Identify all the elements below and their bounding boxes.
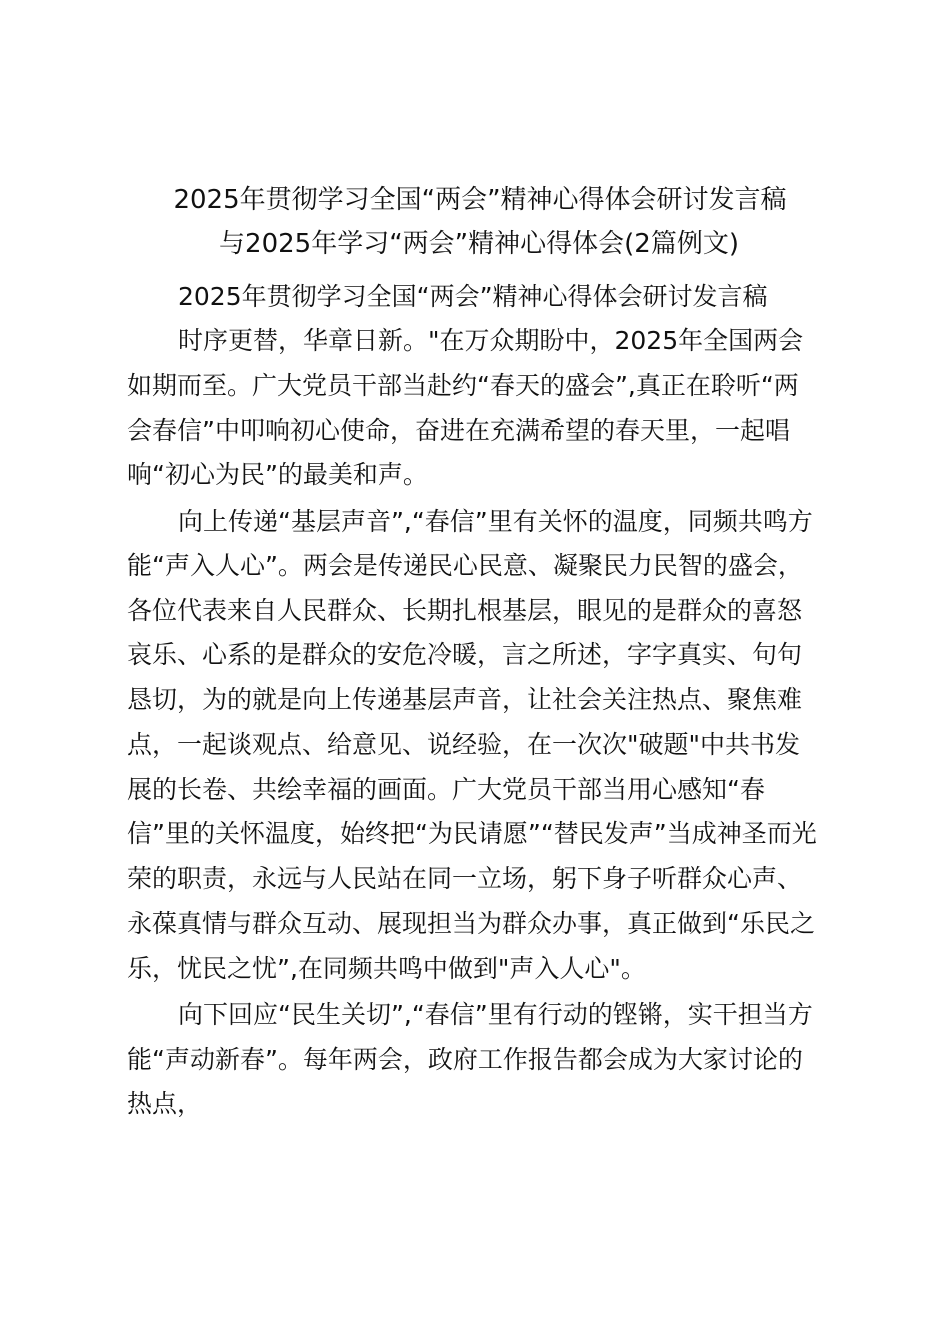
paragraph-2-line-11: 乐，忧民之忧”,在同频共鸣中做到"声入人心"。: [127, 954, 646, 983]
paragraph-1-line-2: 如期而至。广大党员干部当赴约“春天的盛会”,真正在聆听“两: [127, 371, 799, 400]
paragraph-2-line-3: 各位代表来自人民群众、长期扎根基层，眼见的是群众的喜怒: [127, 596, 803, 625]
paragraph-2-line-2: 能“声入人心”。两会是传递民心民意、凝聚民力民智的盛会，: [127, 551, 803, 580]
paragraph-2-line-4: 哀乐、心系的是群众的安危冷暖，言之所述，字字真实、句句: [127, 640, 803, 669]
paragraph-2-line-10: 永葆真情与群众互动、展现担当为群众办事，真正做到“乐民之: [127, 909, 815, 938]
paragraph-2-line-5: 恳切，为的就是向上传递基层声音，让社会关注热点、聚焦难: [127, 685, 803, 714]
paragraph-2-line-6: 点，一起谈观点、给意见、说经验，在一次次"破题"中共书发: [127, 730, 801, 759]
paragraph-2-line-7: 展的长卷、共绘幸福的画面。广大党员干部当用心感知“春: [127, 775, 765, 804]
section-heading: 2025年贯彻学习全国“两会”精神心得体会研讨发言稿: [178, 282, 768, 311]
paragraph-3-line-2: 能“声动新春”。每年两会，政府工作报告都会成为大家讨论的: [127, 1045, 803, 1074]
paragraph-1-line-3: 会春信”中叩响初心使命，奋进在充满希望的春天里，一起唱: [127, 416, 790, 445]
document-title-line-1: 2025年贯彻学习全国“两会”精神心得体会研讨发言稿: [173, 185, 787, 215]
paragraph-3-line-3: 热点，: [127, 1089, 203, 1118]
paragraph-1-line-1: 时序更替，华章日新。"在万众期盼中，2025年全国两会: [178, 326, 804, 355]
paragraph-3-line-1: 向下回应“民生关切”,“春信”里有行动的铿锵，实干担当方: [178, 1000, 813, 1029]
paragraph-1-line-4: 响“初心为民”的最美和声。: [127, 460, 428, 489]
paragraph-2-line-8: 信”里的关怀温度，始终把“为民请愿”“替民发声”当成神圣而光: [127, 819, 817, 848]
paragraph-2-line-9: 荣的职责，永远与人民站在同一立场，躬下身子听群众心声、: [127, 864, 803, 893]
paragraph-2-line-1: 向上传递“基层声音”,“春信”里有关怀的温度，同频共鸣方: [178, 507, 813, 536]
document-title-line-2: 与2025年学习“两会”精神心得体会(2篇例文): [219, 229, 739, 259]
